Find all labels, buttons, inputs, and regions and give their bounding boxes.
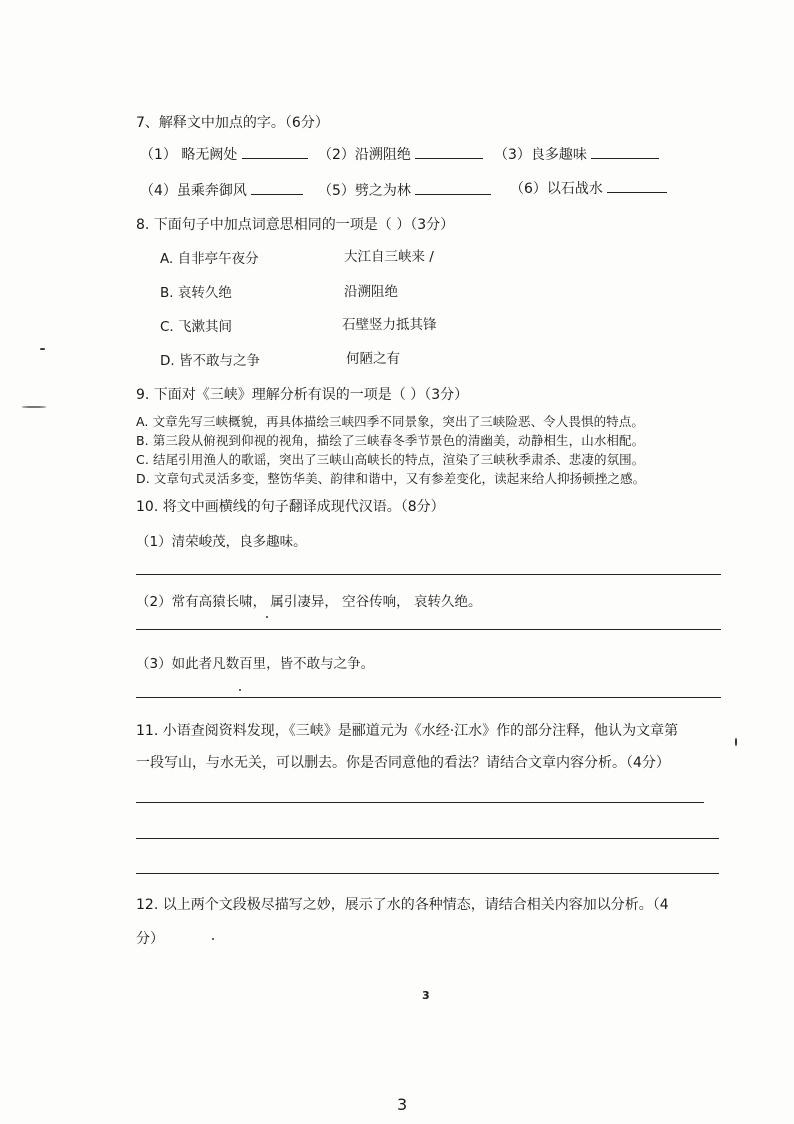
q10-answer-line-3[interactable] — [136, 697, 721, 698]
q7-item-6: （6）以石战水 — [510, 178, 667, 198]
q7-blank-2[interactable] — [415, 144, 483, 159]
q7-item-5: （5）劈之为林 — [318, 180, 491, 200]
scanned-page-number: 3 — [422, 989, 430, 1002]
page-number: 3 — [397, 1095, 408, 1114]
q7-item-3: （3）良多趣味 — [494, 144, 659, 164]
scan-speck — [266, 616, 268, 618]
q8-option-a-left: A. 自非亭午夜分 — [160, 251, 259, 267]
q8-option-c-left: C. 飞漱其间 — [160, 319, 233, 335]
q11-answer-line-2[interactable] — [136, 838, 719, 839]
q7-title: 7、解释文中加点的字。（6分） — [136, 115, 329, 131]
q9-title: 9. 下面对《三峡》理解分析有误的一项是（ ）（3分） — [136, 387, 469, 403]
scan-speck — [239, 689, 241, 691]
q11-line-2: 一段写山，与水无关，可以删去。你是否同意他的看法？请结合文章内容分析。（4分） — [136, 755, 670, 771]
q11-line-1: 11. 小语查阅资料发现，《三峡》是郦道元为《水经·江水》作的部分注释，他认为文章第 — [136, 723, 679, 739]
q10-item-2: （2）常有高猿长啸， 属引凄异， 空谷传响， 哀转久绝。 — [136, 594, 482, 610]
q12-line-2: 分） — [136, 931, 164, 947]
q8-option-d-right: 何陋之有 — [346, 351, 400, 367]
q7-blank-3[interactable] — [591, 144, 659, 159]
q10-item-1: （1）清荣峻茂，良多趣味。 — [136, 534, 307, 550]
q7-blank-6[interactable] — [607, 178, 667, 193]
q7-blank-1[interactable] — [242, 144, 308, 159]
q8-option-a-right: 大江自三峡来 / — [344, 249, 434, 265]
q10-answer-line-2[interactable] — [136, 629, 721, 630]
q9-option-b: B. 第三段从俯视到仰视的视角，描绘了三峡春冬季节景色的清幽美，动静相生，山水相配。 — [136, 433, 645, 448]
q7-item-1: （1） 略无阙处 — [140, 144, 308, 164]
q7-blank-4[interactable] — [251, 180, 303, 195]
scan-speck — [40, 348, 45, 350]
q8-option-c-right: 石壁竖力抵其锋 — [342, 317, 437, 333]
q9-option-a: A. 文章先写三峡概貌，再具体描绘三峡四季不同景象，突出了三峡险恶、令人畏惧的特点。 — [136, 414, 644, 429]
q10-title: 10. 将文中画横线的句子翻译成现代汉语。（8分） — [136, 499, 445, 515]
q10-item-3: （3）如此者凡数百里，皆不敢与之争。 — [136, 656, 375, 672]
scan-speck — [22, 406, 46, 408]
q8-option-b-left: B. 哀转久绝 — [160, 285, 232, 301]
q11-answer-line-1[interactable] — [136, 802, 704, 803]
q8-option-b-right: 沿溯阻绝 — [344, 284, 398, 300]
q7-blank-5[interactable] — [415, 180, 491, 195]
q10-answer-line-1[interactable] — [136, 574, 721, 575]
q8-title: 8. 下面句子中加点词意思相同的一项是（ ）（3分） — [136, 217, 455, 233]
scan-speck — [735, 738, 737, 746]
q8-option-d-left: D. 皆不敢与之争 — [160, 353, 260, 369]
q9-option-c: C. 结尾引用渔人的歌谣，突出了三峡山高峡长的特点，渲染了三峡秋季肃杀、悲凄的氛围。 — [136, 452, 645, 467]
scan-speck — [212, 938, 214, 940]
q12-line-1: 12. 以上两个文段极尽描写之妙，展示了水的各种情态，请结合相关内容加以分析。（4 — [136, 897, 669, 913]
q9-option-d: D. 文章句式灵活多变，整饬华美、韵律和谐中，又有参差变化，读起来给人抑扬顿挫之感。 — [136, 471, 646, 486]
q7-item-2: （2）沿溯阻绝 — [318, 144, 483, 164]
q11-answer-line-3[interactable] — [136, 873, 719, 874]
q7-item-4: （4）虽乘奔御风 — [140, 180, 303, 200]
